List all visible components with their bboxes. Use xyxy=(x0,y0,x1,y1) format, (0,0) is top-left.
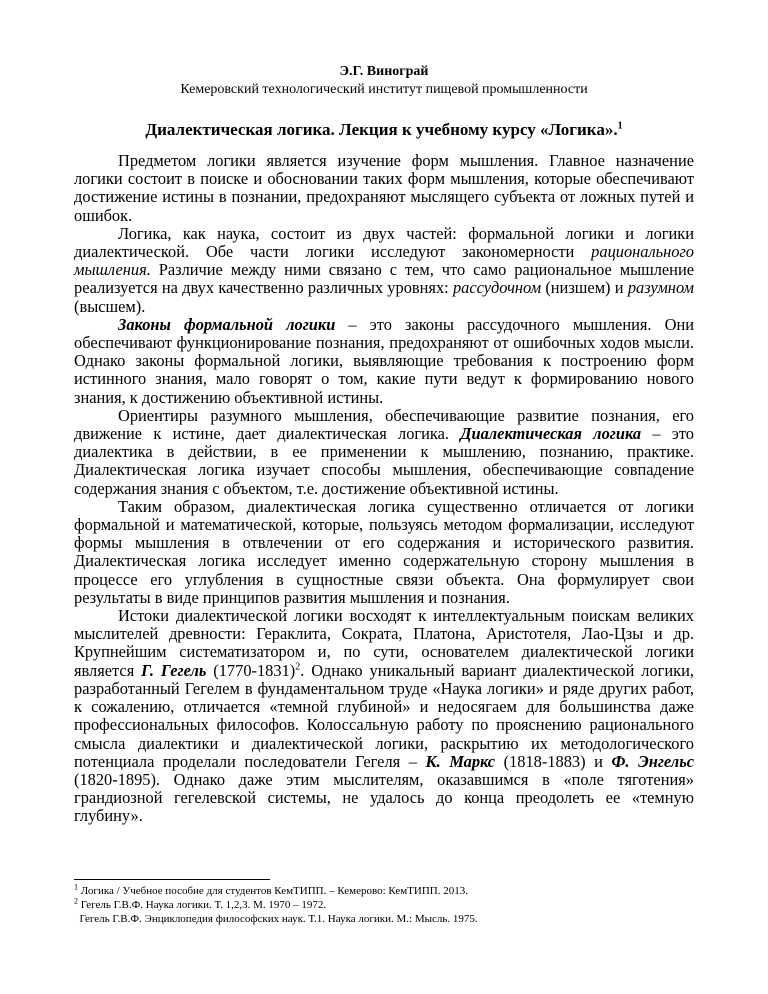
text-run: Логика, как наука, состоит из двух частей: формальной логики и логики диалектической. Обе части логики исследуют закономерности xyxy=(74,223,694,262)
term-formal-logic-laws: Законы формальной логики xyxy=(118,314,336,334)
paragraph-3 xyxy=(74,316,694,407)
term-dialectical-logic: Диалектическая логика xyxy=(460,424,642,444)
footnote-2 xyxy=(74,898,694,912)
lecture-title-text: Диалектическая логика. Лекция к учебному курсу «Логика». xyxy=(145,120,618,139)
paragraph-5: Таким образом, диалектическая логика существенно отличается от логики формальной и математической, которые, пользуясь методом формализации, исследуют формы мышления в отвлечении от его содержания и исторического развития. Диалектическая логика исследует именно содержательную сторону мышления в процессе его углубления в сущностные связи объекта. Она формулирует свои результаты в виде принципов развития мышления и познания. xyxy=(74,496,694,607)
name-engels: Ф. Энгельс xyxy=(611,751,694,771)
text-run: – это диалектика в действии, в ее применении к мышлению, познанию, практике. Диалектическая логика изучает способы мышления, обеспечивающие совпадение содержания знания с объектом, т.е. достижение объективной истины. xyxy=(74,424,694,498)
paragraph-2 xyxy=(74,225,694,316)
title-footnote-ref: 1 xyxy=(617,120,623,132)
text-run: (1770-1831) xyxy=(206,660,296,680)
emphasis-reason-level: разумном xyxy=(627,278,694,298)
name-hegel: Г. Гегель xyxy=(141,660,207,680)
text-run: (1818-1883) и xyxy=(495,751,612,771)
emphasis-rational-level: рассудочном xyxy=(452,278,542,298)
footnote-divider xyxy=(74,879,270,880)
paragraph-6 xyxy=(74,607,694,825)
footnote-text: Гегель Г.В.Ф. Энциклопедия философских наук. Т.1. Наука логики. М.: Мысль. 1975. xyxy=(74,913,478,925)
lecture-title xyxy=(0,119,768,141)
footnote-text: Гегель Г.В.Ф. Наука логики. Т. 1,2,3. М. 1970 – 1972. xyxy=(78,899,327,911)
footnotes xyxy=(74,884,694,926)
paragraph-4 xyxy=(74,407,694,498)
text-run: Ориентиры разумного мышления, обеспечивающие развитие познания, его движение к истине, дает диалектическая логика. xyxy=(74,405,694,444)
footnote-2-continued xyxy=(74,912,694,926)
footnote-mark: 1 xyxy=(74,882,78,892)
author-name: Э.Г. Винограй xyxy=(339,64,429,79)
footnote-text: Логика / Учебное пособие для студентов КемТИПП. – Кемерово: КемТИПП. 2013. xyxy=(78,885,468,897)
footnote-ref-2: 2 xyxy=(295,661,301,673)
text-run: (высшем). xyxy=(74,296,146,316)
text-run: (1820-1895). Однако даже этим мыслителям, оказавшимся в «поле тяготения» грандиозной гегелевской системы, не удалось до конца преодолеть ее «темную глубину». xyxy=(74,769,694,826)
text-run: – это законы рассудочного мышления. Они обеспечивают функционирование познания, предохраняют от ошибочных ходов мысли. Однако законы формальной логики, выявляющие требования к построению форм истинного знания, мало говорят о том, какие пути ведут к формированию нового знания, к достижению объективной истины. xyxy=(74,314,694,407)
text-run: Истоки диалектической логики восходят к интеллектуальным поискам великих мыслителей древности: Гераклита, Сократа, Платона, Аристотеля, Лао-Цзы и др. Крупнейшим систематизатором и, по сути, основателем диалектической логики является xyxy=(74,606,694,680)
name-marx: К. Маркс xyxy=(425,751,496,771)
text-run: (низшем) и xyxy=(541,278,628,298)
footnote-1 xyxy=(74,884,694,898)
text-run: Различие между ними связано с тем, что само рациональное мышление реализуется на двух качественно различных уровнях: xyxy=(74,260,694,298)
footnote-mark: 2 xyxy=(74,896,78,906)
emphasis-rational-thinking: рационального мышления. xyxy=(74,242,694,280)
text-run: . Однако уникальный вариант диалектической логики, разработанный Гегелем в фундаментальном труде «Наука логики» и ряде других работ, к сожалению, отличается «темной глубиной» и недосягаем для большинства даже профессиональных философов. Колоссальную работу по прояснению рационального смысла диалектики и диалектической логики, раскрытию их методологического потенциала проделали последователи Гегеля – xyxy=(74,660,694,771)
paragraph-1: Предметом логики является изучение форм мышления. Главное назначение логики состоит в поиске и обосновании таких форм мышления, которые обеспечивают достижение истины в познании, предохраняют мыслящего субъекта от ложных путей и ошибок. xyxy=(74,151,694,225)
institute-name: Кемеровский технологический институт пищевой промышленности xyxy=(180,82,588,97)
body-text xyxy=(74,152,694,826)
